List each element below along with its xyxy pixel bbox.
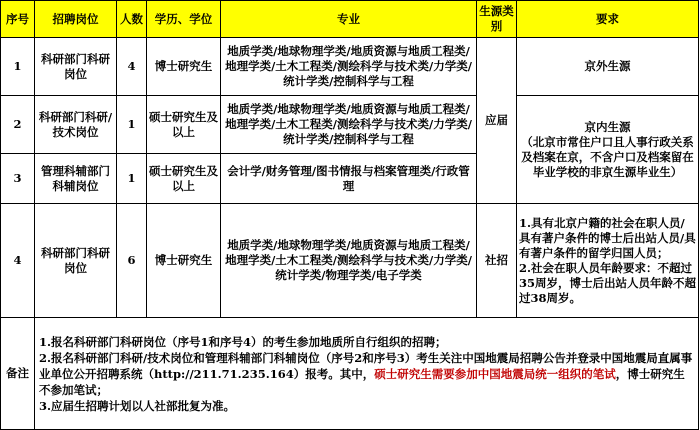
row-major: 地质学类/地球物理学类/地质资源与地质工程类/地理学类/土木工程类/测绘科学与技术类/力学类/统计学类/物理学类/电子学类 xyxy=(221,204,477,318)
note-text: 2.报名科研部门科研/技术岗位和管理科辅部门科辅岗位（序号2和序号3）考生关注中国地震局招聘公告并登录中国地震局直属事业单位公开招聘系统（http://211.71.235.164）报考。其中， xyxy=(39,350,693,381)
row-education: 博士研究生 xyxy=(147,204,221,318)
row-count: 1 xyxy=(117,96,147,154)
row-count: 1 xyxy=(117,154,147,204)
note-line xyxy=(39,350,694,398)
table-row xyxy=(1,204,699,318)
row-position: 管理科辅部门科辅岗位 xyxy=(35,154,117,204)
row-education: 硕士研究生及以上 xyxy=(147,154,221,204)
row-no: 1 xyxy=(1,38,35,96)
table-row xyxy=(1,96,699,154)
row-major: 会计学/财务管理/图书情报与档案管理类/行政管理 xyxy=(221,154,477,204)
row-education: 硕士研究生及以上 xyxy=(147,96,221,154)
header-source: 生源类别 xyxy=(477,1,517,38)
header-major: 专业 xyxy=(221,1,477,38)
note-text: ，博士研究生不参加笔试； xyxy=(39,366,685,397)
row-count: 6 xyxy=(117,204,147,318)
row-education: 博士研究生 xyxy=(147,38,221,96)
notes-label: 备注 xyxy=(1,318,35,430)
requirement-item: 2.社会在职人员年龄要求：不超过35周岁，博士后出站人员年龄不超过38周岁。 xyxy=(519,260,697,305)
note-line: 3.应届生招聘计划以人社部批复为准。 xyxy=(39,398,236,413)
requirement-row1: 京外生源 xyxy=(517,38,699,96)
row-position: 科研部门科研/技术岗位 xyxy=(35,96,117,154)
table-row xyxy=(1,38,699,96)
source-social: 社招 xyxy=(477,204,517,318)
header-education: 学历、学位 xyxy=(147,1,221,38)
row-no: 4 xyxy=(1,204,35,318)
requirement-row4 xyxy=(517,204,699,318)
note-highlight: 硕士研究生需要参加中国地震局统一组织的笔试 xyxy=(374,366,616,381)
requirement-title: 京内生源 xyxy=(584,119,631,134)
row-major: 地质学类/地球物理学类/地质资源与地质工程类/地理学类/土木工程类/测绘科学与技术类/力学类/统计学类/控制科学与工程 xyxy=(221,38,477,96)
row-count: 4 xyxy=(117,38,147,96)
header-count: 人数 xyxy=(117,1,147,38)
requirement-item: 1.具有北京户籍的社会在职人员/具有著户条件的博士后出站人员/具有著户条件的留学归国人员； xyxy=(519,215,696,260)
header-row xyxy=(1,1,699,38)
header-no: 序号 xyxy=(1,1,35,38)
source-fresh: 应届 xyxy=(477,38,517,204)
row-position: 科研部门科研岗位 xyxy=(35,204,117,318)
row-major: 地质学类/地球物理学类/地质资源与地质工程类/地理学类/土木工程类/测绘科学与技术类/力学类/统计学类/控制科学与工程 xyxy=(221,96,477,154)
header-requirements: 要求 xyxy=(517,1,699,38)
requirement-detail: （北京市常住户口且人事行政关系及档案在京，不含户口及档案留在毕业学校的非京生源毕业生） xyxy=(521,134,694,179)
header-position: 招聘岗位 xyxy=(35,1,117,38)
note-line: 1.报名科研部门科研岗位（序号1和序号4）的考生参加地质所自行组织的招聘； xyxy=(39,334,447,349)
row-no: 2 xyxy=(1,96,35,154)
row-no: 3 xyxy=(1,154,35,204)
notes-row xyxy=(1,318,699,430)
row-position: 科研部门科研岗位 xyxy=(35,38,117,96)
notes-content xyxy=(35,318,699,430)
requirement-rows23 xyxy=(517,96,699,204)
